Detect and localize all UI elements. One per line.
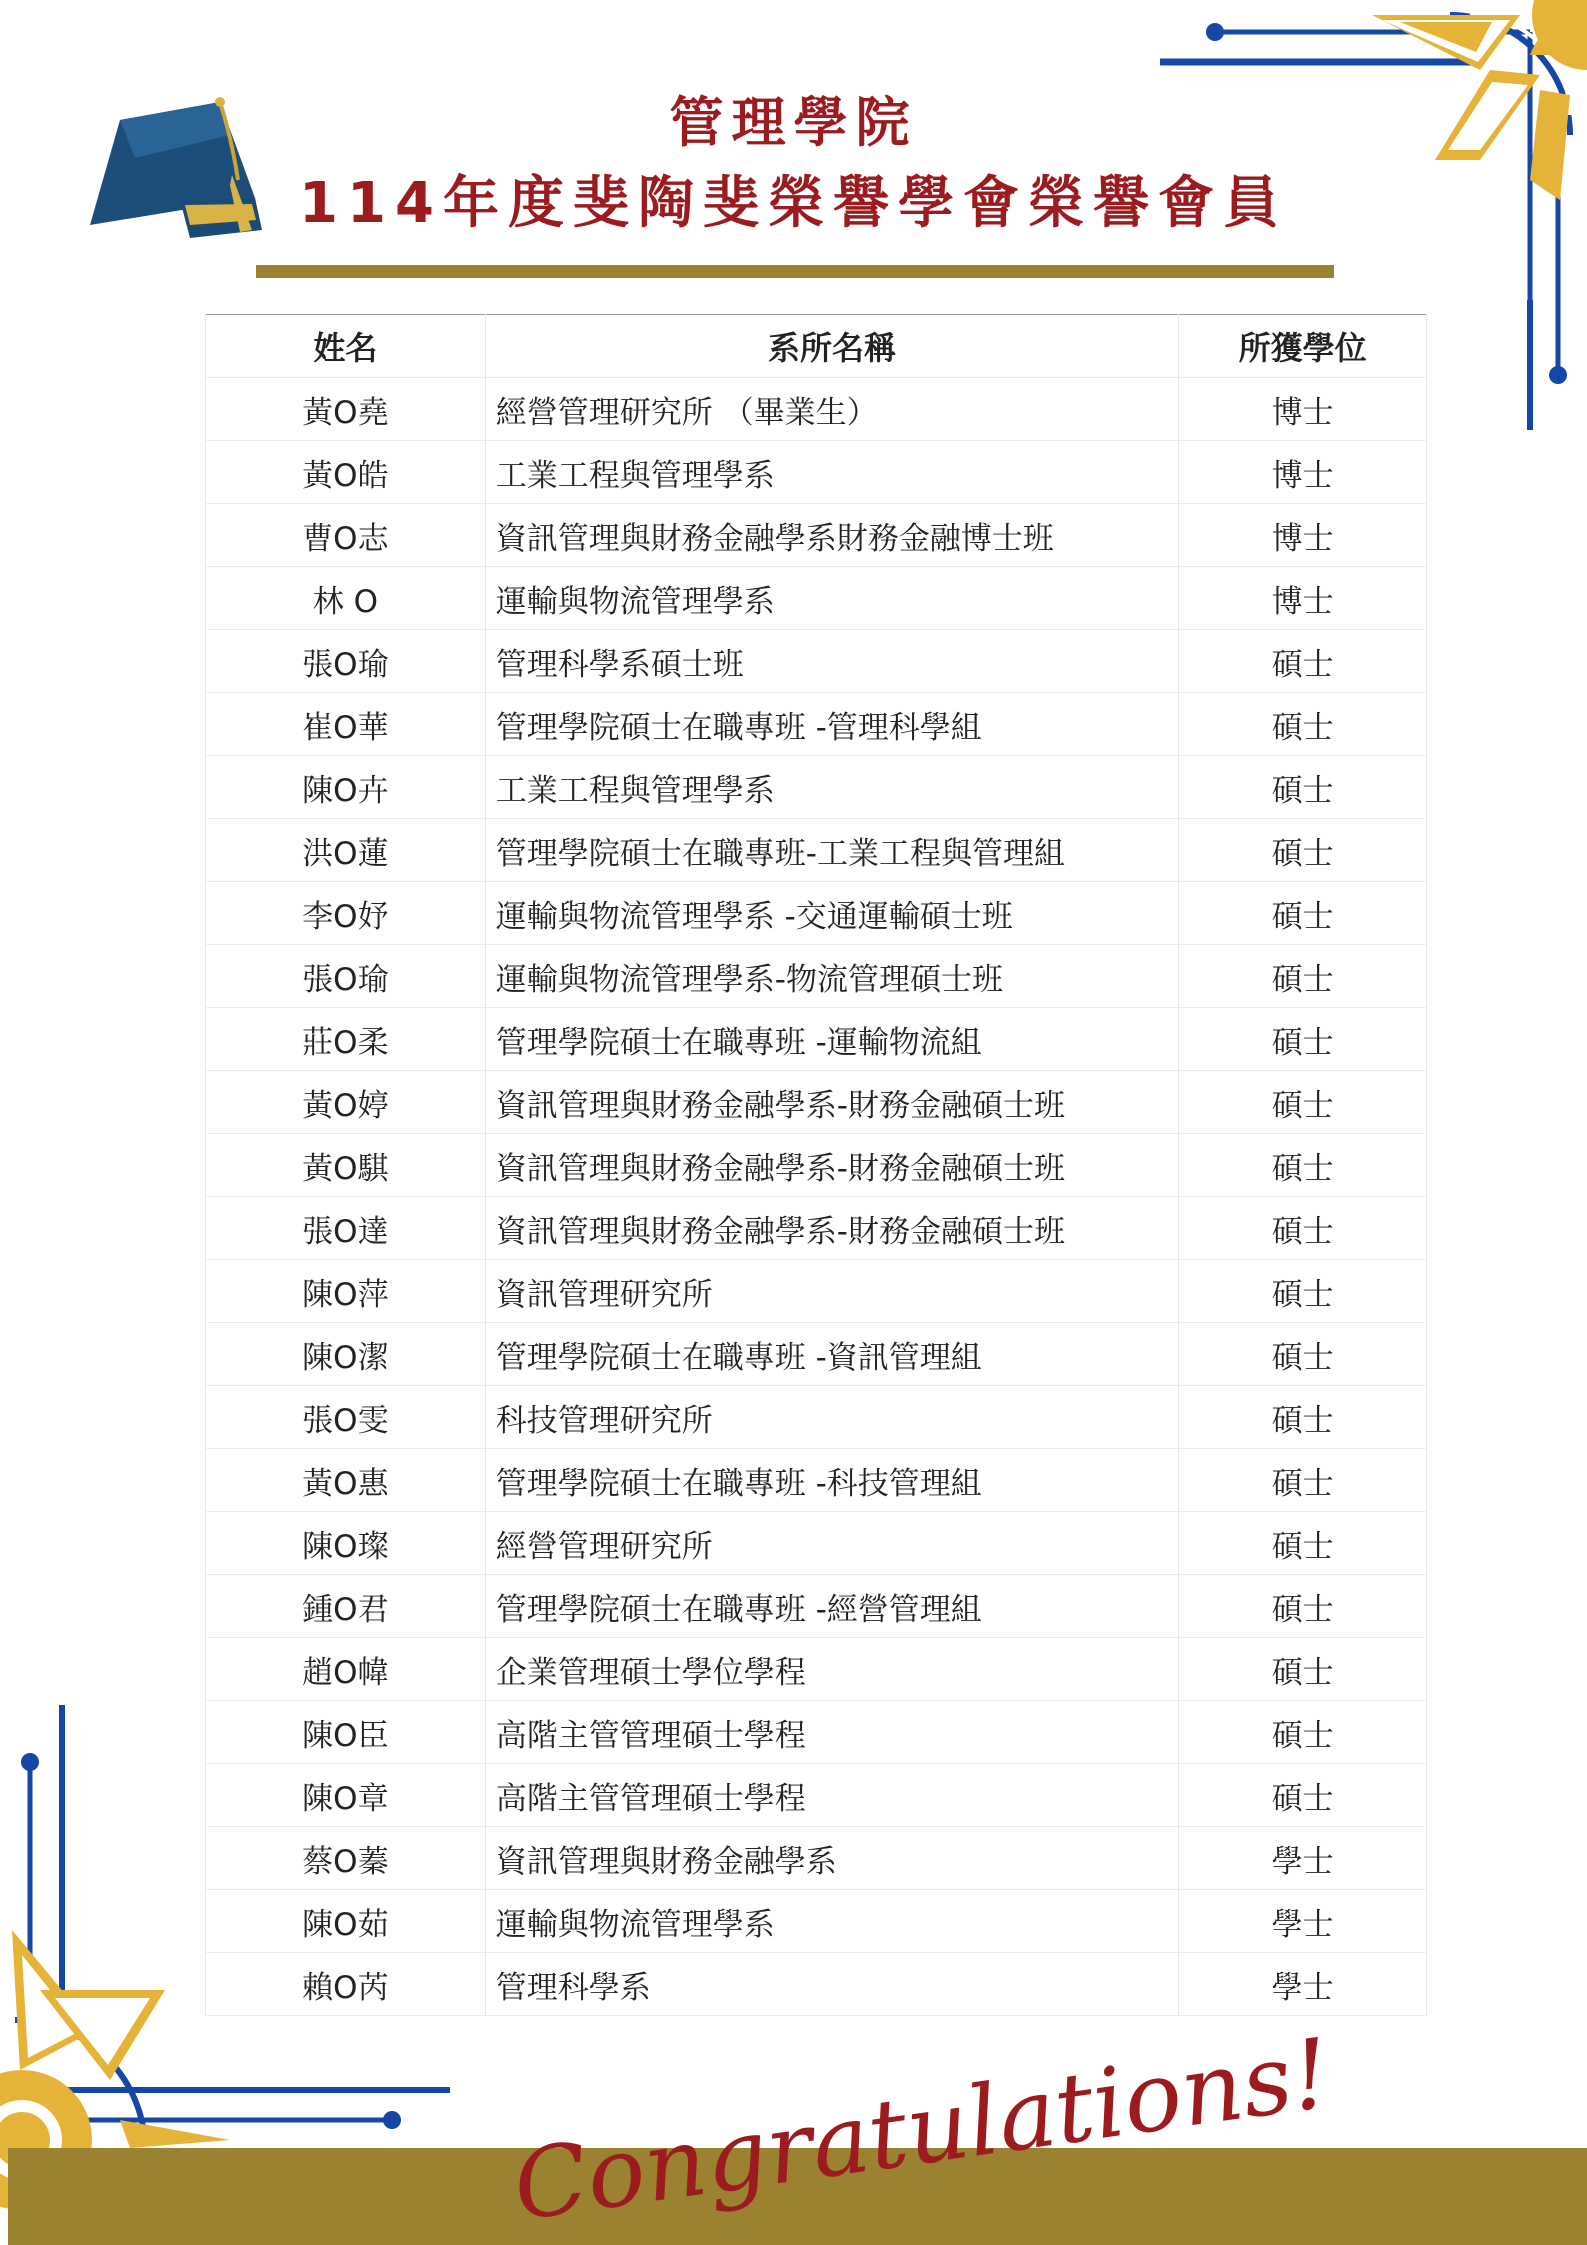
member-name: 黃O騏 xyxy=(206,1134,486,1197)
member-name: 陳O璨 xyxy=(206,1512,486,1575)
member-name: 崔O華 xyxy=(206,693,486,756)
table-row xyxy=(206,1008,1427,1071)
degree-earned: 碩士 xyxy=(1179,1575,1427,1638)
degree-earned: 碩士 xyxy=(1179,1638,1427,1701)
member-name: 陳O萍 xyxy=(206,1260,486,1323)
table-row xyxy=(206,1323,1427,1386)
degree-earned: 碩士 xyxy=(1179,945,1427,1008)
department-name: 運輸與物流管理學系 xyxy=(485,1890,1178,1953)
department-name: 企業管理碩士學位學程 xyxy=(485,1638,1178,1701)
degree-earned: 碩士 xyxy=(1179,1071,1427,1134)
department-name: 運輸與物流管理學系 -交通運輸碩士班 xyxy=(485,882,1178,945)
member-name: 黃O婷 xyxy=(206,1071,486,1134)
title-divider xyxy=(256,265,1334,278)
member-name: 鍾O君 xyxy=(206,1575,486,1638)
table-row xyxy=(206,1953,1427,2016)
department-name: 工業工程與管理學系 xyxy=(485,441,1178,504)
degree-earned: 碩士 xyxy=(1179,1323,1427,1386)
member-name: 趙O幃 xyxy=(206,1638,486,1701)
department-name: 資訊管理研究所 xyxy=(485,1260,1178,1323)
department-name: 經營管理研究所 （畢業生） xyxy=(485,378,1178,441)
degree-earned: 碩士 xyxy=(1179,1197,1427,1260)
degree-earned: 碩士 xyxy=(1179,1260,1427,1323)
department-name: 高階主管管理碩士學程 xyxy=(485,1701,1178,1764)
degree-earned: 碩士 xyxy=(1179,630,1427,693)
degree-earned: 碩士 xyxy=(1179,1449,1427,1512)
table-row xyxy=(206,1827,1427,1890)
table-row xyxy=(206,1575,1427,1638)
page-title-award: 114年度斐陶斐榮譽學會榮譽會員 xyxy=(299,171,1288,236)
table-row xyxy=(206,693,1427,756)
title-block xyxy=(0,88,1587,244)
member-name: 黃O堯 xyxy=(206,378,486,441)
table-row xyxy=(206,1260,1427,1323)
member-name: 黃O皓 xyxy=(206,441,486,504)
column-header-dept: 系所名稱 xyxy=(485,315,1178,378)
member-name: 李O妤 xyxy=(206,882,486,945)
degree-earned: 碩士 xyxy=(1179,819,1427,882)
member-name: 張O達 xyxy=(206,1197,486,1260)
degree-earned: 學士 xyxy=(1179,1890,1427,1953)
table-row xyxy=(206,1890,1427,1953)
member-name: 洪O蓮 xyxy=(206,819,486,882)
department-name: 管理學院碩士在職專班 -資訊管理組 xyxy=(485,1323,1178,1386)
department-name: 資訊管理與財務金融學系-財務金融碩士班 xyxy=(485,1197,1178,1260)
member-name: 莊O柔 xyxy=(206,1008,486,1071)
honor-roster-table xyxy=(205,314,1427,2016)
table-header-row xyxy=(206,315,1427,378)
table-row xyxy=(206,1764,1427,1827)
member-name: 張O瑜 xyxy=(206,945,486,1008)
department-name: 資訊管理與財務金融學系-財務金融碩士班 xyxy=(485,1071,1178,1134)
column-header-name: 姓名 xyxy=(206,315,486,378)
degree-earned: 博士 xyxy=(1179,504,1427,567)
member-name: 陳O章 xyxy=(206,1764,486,1827)
member-name: 曹O志 xyxy=(206,504,486,567)
table-row xyxy=(206,1071,1427,1134)
degree-earned: 學士 xyxy=(1179,1827,1427,1890)
department-name: 管理學院碩士在職專班 -經營管理組 xyxy=(485,1575,1178,1638)
degree-earned: 碩士 xyxy=(1179,1008,1427,1071)
degree-earned: 博士 xyxy=(1179,567,1427,630)
department-name: 管理科學系 xyxy=(485,1953,1178,2016)
department-name: 運輸與物流管理學系 xyxy=(485,567,1178,630)
table-row xyxy=(206,504,1427,567)
degree-earned: 碩士 xyxy=(1179,882,1427,945)
table-row xyxy=(206,378,1427,441)
degree-earned: 碩士 xyxy=(1179,1701,1427,1764)
degree-earned: 碩士 xyxy=(1179,756,1427,819)
department-name: 工業工程與管理學系 xyxy=(485,756,1178,819)
department-name: 資訊管理與財務金融學系 xyxy=(485,1827,1178,1890)
member-name: 林 O xyxy=(206,567,486,630)
congratulations-text: Congratulations! xyxy=(506,2017,1338,2243)
table-row xyxy=(206,1386,1427,1449)
table-row xyxy=(206,1134,1427,1197)
department-name: 運輸與物流管理學系-物流管理碩士班 xyxy=(485,945,1178,1008)
table-row xyxy=(206,567,1427,630)
department-name: 科技管理研究所 xyxy=(485,1386,1178,1449)
member-name: 張O瑜 xyxy=(206,630,486,693)
degree-earned: 碩士 xyxy=(1179,1134,1427,1197)
degree-earned: 博士 xyxy=(1179,441,1427,504)
department-name: 資訊管理與財務金融學系-財務金融碩士班 xyxy=(485,1134,1178,1197)
degree-earned: 學士 xyxy=(1179,1953,1427,2016)
table-row xyxy=(206,819,1427,882)
degree-earned: 碩士 xyxy=(1179,1386,1427,1449)
table-row xyxy=(206,441,1427,504)
congratulations-script xyxy=(500,2010,1338,2243)
member-name: 黃O惠 xyxy=(206,1449,486,1512)
department-name: 管理學院碩士在職專班 -運輸物流組 xyxy=(485,1008,1178,1071)
table-row xyxy=(206,945,1427,1008)
member-name: 賴O芮 xyxy=(206,1953,486,2016)
degree-earned: 博士 xyxy=(1179,378,1427,441)
table-row xyxy=(206,1449,1427,1512)
degree-earned: 碩士 xyxy=(1179,1764,1427,1827)
column-header-degree: 所獲學位 xyxy=(1179,315,1427,378)
department-name: 管理學院碩士在職專班-工業工程與管理組 xyxy=(485,819,1178,882)
table-row xyxy=(206,1701,1427,1764)
table-body xyxy=(206,378,1427,2016)
member-name: 陳O潔 xyxy=(206,1323,486,1386)
member-name: 陳O茹 xyxy=(206,1890,486,1953)
member-name: 蔡O蓁 xyxy=(206,1827,486,1890)
department-name: 資訊管理與財務金融學系財務金融博士班 xyxy=(485,504,1178,567)
department-name: 經營管理研究所 xyxy=(485,1512,1178,1575)
table-row xyxy=(206,756,1427,819)
degree-earned: 碩士 xyxy=(1179,1512,1427,1575)
department-name: 高階主管管理碩士學程 xyxy=(485,1764,1178,1827)
member-name: 陳O卉 xyxy=(206,756,486,819)
member-name: 陳O臣 xyxy=(206,1701,486,1764)
table-row xyxy=(206,1512,1427,1575)
department-name: 管理科學系碩士班 xyxy=(485,630,1178,693)
table-row xyxy=(206,882,1427,945)
member-name: 張O雯 xyxy=(206,1386,486,1449)
page-title-college: 管理學院 xyxy=(669,91,918,154)
degree-earned: 碩士 xyxy=(1179,693,1427,756)
department-name: 管理學院碩士在職專班 -科技管理組 xyxy=(485,1449,1178,1512)
table-row xyxy=(206,1197,1427,1260)
department-name: 管理學院碩士在職專班 -管理科學組 xyxy=(485,693,1178,756)
table-row xyxy=(206,630,1427,693)
table-row xyxy=(206,1638,1427,1701)
